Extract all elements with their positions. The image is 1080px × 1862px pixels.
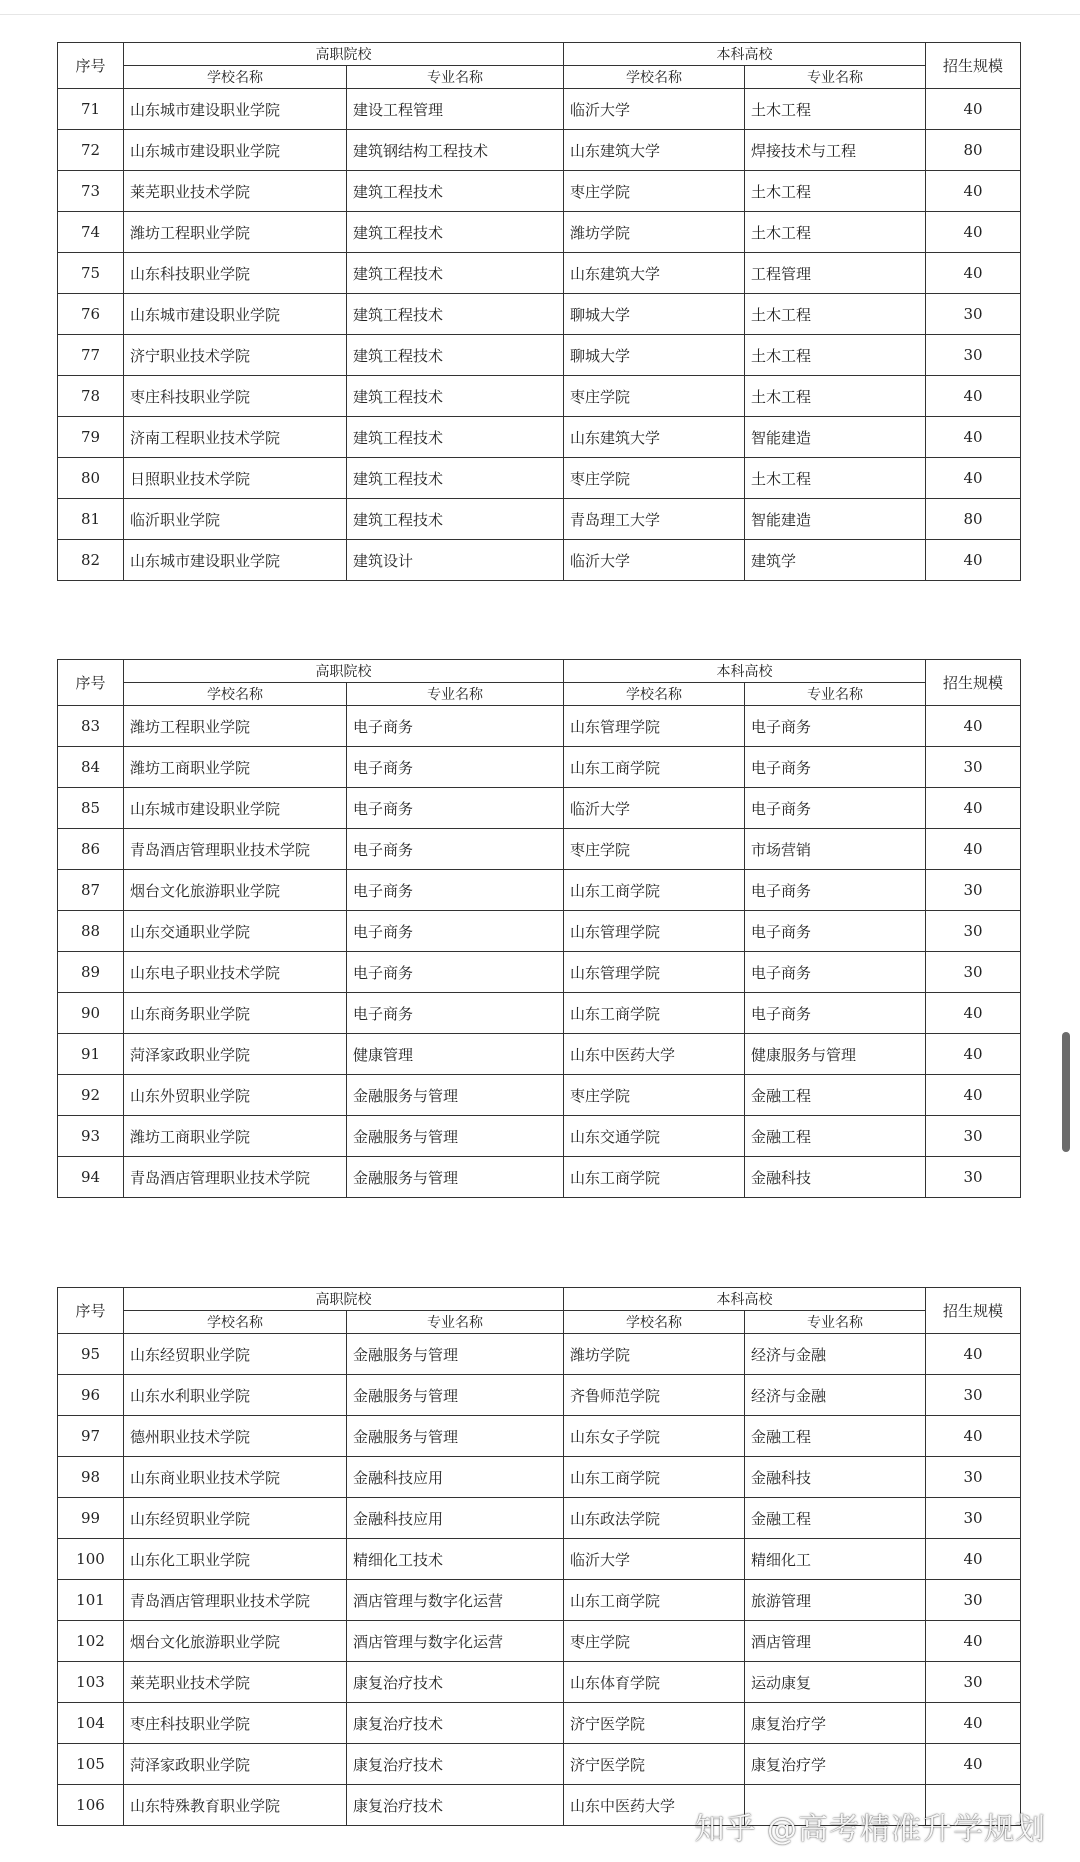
table-row bbox=[58, 706, 1021, 747]
header-ug-major: 专业名称 bbox=[745, 1311, 926, 1334]
cell-voc-major: 金融服务与管理 bbox=[347, 1375, 564, 1416]
table-row bbox=[58, 952, 1021, 993]
cell-seq: 104 bbox=[58, 1703, 124, 1744]
cell-seq: 96 bbox=[58, 1375, 124, 1416]
table-row bbox=[58, 417, 1021, 458]
cell-voc-major: 电子商务 bbox=[347, 870, 564, 911]
cell-seq: 76 bbox=[58, 294, 124, 335]
cell-voc-school: 烟台文化旅游职业学院 bbox=[124, 870, 347, 911]
cell-ug-school: 山东交通学院 bbox=[564, 1116, 745, 1157]
cell-seq: 95 bbox=[58, 1334, 124, 1375]
table-row bbox=[58, 1498, 1021, 1539]
cell-quota: 40 bbox=[926, 1539, 1021, 1580]
cell-ug-school: 山东体育学院 bbox=[564, 1662, 745, 1703]
table-row bbox=[58, 870, 1021, 911]
cell-seq: 102 bbox=[58, 1621, 124, 1662]
header-voc-school: 学校名称 bbox=[124, 1311, 347, 1334]
table-row bbox=[58, 1457, 1021, 1498]
cell-ug-major: 土木工程 bbox=[745, 171, 926, 212]
cell-voc-major: 建筑工程技术 bbox=[347, 458, 564, 499]
cell-ug-school: 枣庄学院 bbox=[564, 458, 745, 499]
cell-voc-school: 菏泽家政职业学院 bbox=[124, 1034, 347, 1075]
cell-ug-major: 工程管理 bbox=[745, 253, 926, 294]
cell-ug-major: 土木工程 bbox=[745, 212, 926, 253]
cell-voc-school: 山东特殊教育职业学院 bbox=[124, 1785, 347, 1826]
cell-quota: 30 bbox=[926, 911, 1021, 952]
watermark: 知乎 @高考精准升学规划 bbox=[694, 1812, 1046, 1847]
cell-seq: 86 bbox=[58, 829, 124, 870]
header-voc-school: 学校名称 bbox=[124, 66, 347, 89]
cell-ug-school: 山东建筑大学 bbox=[564, 253, 745, 294]
cell-ug-school: 济宁医学院 bbox=[564, 1744, 745, 1785]
cell-quota: 30 bbox=[926, 747, 1021, 788]
table-row bbox=[58, 376, 1021, 417]
cell-ug-major: 金融科技 bbox=[745, 1457, 926, 1498]
cell-seq: 93 bbox=[58, 1116, 124, 1157]
header-undergrad: 本科高校 bbox=[564, 660, 926, 683]
cell-voc-major: 酒店管理与数字化运营 bbox=[347, 1580, 564, 1621]
cell-voc-major: 金融服务与管理 bbox=[347, 1075, 564, 1116]
cell-seq: 77 bbox=[58, 335, 124, 376]
cell-ug-school: 山东工商学院 bbox=[564, 993, 745, 1034]
cell-ug-school: 山东管理学院 bbox=[564, 952, 745, 993]
cell-ug-school: 临沂大学 bbox=[564, 540, 745, 581]
header-seq: 序号 bbox=[58, 660, 124, 706]
table-row bbox=[58, 747, 1021, 788]
header-seq: 序号 bbox=[58, 1288, 124, 1334]
table-body-3 bbox=[58, 1334, 1021, 1826]
table-row bbox=[58, 1703, 1021, 1744]
cell-voc-school: 莱芜职业技术学院 bbox=[124, 1662, 347, 1703]
cell-seq: 103 bbox=[58, 1662, 124, 1703]
admission-table-3 bbox=[57, 1287, 1021, 1826]
header-ug-school: 学校名称 bbox=[564, 66, 745, 89]
cell-ug-major: 电子商务 bbox=[745, 706, 926, 747]
cell-seq: 81 bbox=[58, 499, 124, 540]
cell-voc-major: 康复治疗技术 bbox=[347, 1744, 564, 1785]
cell-seq: 94 bbox=[58, 1157, 124, 1198]
cell-voc-school: 山东城市建设职业学院 bbox=[124, 788, 347, 829]
cell-ug-major: 金融工程 bbox=[745, 1416, 926, 1457]
cell-ug-school: 齐鲁师范学院 bbox=[564, 1375, 745, 1416]
cell-seq: 89 bbox=[58, 952, 124, 993]
table-row bbox=[58, 1375, 1021, 1416]
table-row bbox=[58, 89, 1021, 130]
header-ug-school: 学校名称 bbox=[564, 683, 745, 706]
cell-quota: 40 bbox=[926, 993, 1021, 1034]
cell-voc-school: 潍坊工程职业学院 bbox=[124, 212, 347, 253]
cell-seq: 83 bbox=[58, 706, 124, 747]
table-row bbox=[58, 1416, 1021, 1457]
cell-quota: 80 bbox=[926, 130, 1021, 171]
table-row bbox=[58, 171, 1021, 212]
cell-ug-major: 土木工程 bbox=[745, 335, 926, 376]
cell-ug-school: 山东管理学院 bbox=[564, 706, 745, 747]
cell-voc-school: 枣庄科技职业学院 bbox=[124, 376, 347, 417]
table-row bbox=[58, 458, 1021, 499]
cell-voc-major: 电子商务 bbox=[347, 911, 564, 952]
table-row bbox=[58, 335, 1021, 376]
cell-ug-major: 经济与金融 bbox=[745, 1334, 926, 1375]
cell-seq: 91 bbox=[58, 1034, 124, 1075]
cell-quota: 40 bbox=[926, 417, 1021, 458]
cell-ug-major: 金融工程 bbox=[745, 1498, 926, 1539]
cell-seq: 99 bbox=[58, 1498, 124, 1539]
table-row bbox=[58, 1157, 1021, 1198]
header-ug-major: 专业名称 bbox=[745, 66, 926, 89]
cell-seq: 87 bbox=[58, 870, 124, 911]
cell-voc-major: 建设工程管理 bbox=[347, 89, 564, 130]
cell-ug-school: 山东工商学院 bbox=[564, 747, 745, 788]
cell-ug-school: 山东建筑大学 bbox=[564, 417, 745, 458]
cell-voc-major: 建筑钢结构工程技术 bbox=[347, 130, 564, 171]
cell-voc-school: 临沂职业学院 bbox=[124, 499, 347, 540]
header-vocational: 高职院校 bbox=[124, 660, 564, 683]
cell-ug-school: 青岛理工大学 bbox=[564, 499, 745, 540]
cell-ug-major: 金融科技 bbox=[745, 1157, 926, 1198]
cell-quota: 40 bbox=[926, 540, 1021, 581]
cell-quota: 40 bbox=[926, 1034, 1021, 1075]
table-row bbox=[58, 212, 1021, 253]
table-row bbox=[58, 1744, 1021, 1785]
cell-seq: 82 bbox=[58, 540, 124, 581]
cell-quota: 40 bbox=[926, 1703, 1021, 1744]
cell-ug-school: 临沂大学 bbox=[564, 1539, 745, 1580]
cell-ug-major: 土木工程 bbox=[745, 294, 926, 335]
cell-voc-school: 山东城市建设职业学院 bbox=[124, 130, 347, 171]
cell-quota: 30 bbox=[926, 1498, 1021, 1539]
cell-ug-major: 旅游管理 bbox=[745, 1580, 926, 1621]
header-quota: 招生规模 bbox=[926, 660, 1021, 706]
cell-quota: 40 bbox=[926, 1621, 1021, 1662]
table-row bbox=[58, 253, 1021, 294]
cell-voc-school: 莱芜职业技术学院 bbox=[124, 171, 347, 212]
cell-ug-school: 枣庄学院 bbox=[564, 829, 745, 870]
cell-voc-school: 山东交通职业学院 bbox=[124, 911, 347, 952]
cell-ug-major: 精细化工 bbox=[745, 1539, 926, 1580]
cell-ug-school: 山东女子学院 bbox=[564, 1416, 745, 1457]
cell-voc-school: 山东电子职业技术学院 bbox=[124, 952, 347, 993]
admission-table-1 bbox=[57, 42, 1021, 581]
cell-quota: 30 bbox=[926, 952, 1021, 993]
cell-voc-major: 酒店管理与数字化运营 bbox=[347, 1621, 564, 1662]
cell-seq: 79 bbox=[58, 417, 124, 458]
cell-seq: 101 bbox=[58, 1580, 124, 1621]
cell-ug-major: 康复治疗学 bbox=[745, 1703, 926, 1744]
cell-voc-school: 烟台文化旅游职业学院 bbox=[124, 1621, 347, 1662]
header-undergrad: 本科高校 bbox=[564, 1288, 926, 1311]
cell-voc-major: 康复治疗技术 bbox=[347, 1785, 564, 1826]
cell-quota: 40 bbox=[926, 171, 1021, 212]
cell-voc-school: 山东水利职业学院 bbox=[124, 1375, 347, 1416]
cell-seq: 73 bbox=[58, 171, 124, 212]
cell-quota: 30 bbox=[926, 1116, 1021, 1157]
table-row bbox=[58, 1334, 1021, 1375]
cell-voc-major: 建筑设计 bbox=[347, 540, 564, 581]
cell-voc-school: 山东商业职业技术学院 bbox=[124, 1457, 347, 1498]
cell-seq: 72 bbox=[58, 130, 124, 171]
cell-ug-school: 潍坊学院 bbox=[564, 1334, 745, 1375]
cell-seq: 100 bbox=[58, 1539, 124, 1580]
table-row bbox=[58, 499, 1021, 540]
cell-ug-major: 智能建造 bbox=[745, 417, 926, 458]
cell-voc-school: 德州职业技术学院 bbox=[124, 1416, 347, 1457]
cell-ug-school: 临沂大学 bbox=[564, 89, 745, 130]
cell-voc-school: 山东城市建设职业学院 bbox=[124, 294, 347, 335]
cell-voc-school: 菏泽家政职业学院 bbox=[124, 1744, 347, 1785]
cell-voc-major: 建筑工程技术 bbox=[347, 335, 564, 376]
cell-ug-major: 健康服务与管理 bbox=[745, 1034, 926, 1075]
header-voc-major: 专业名称 bbox=[347, 683, 564, 706]
cell-voc-major: 建筑工程技术 bbox=[347, 212, 564, 253]
table-row bbox=[58, 130, 1021, 171]
cell-ug-school: 济宁医学院 bbox=[564, 1703, 745, 1744]
header-voc-major: 专业名称 bbox=[347, 1311, 564, 1334]
cell-seq: 88 bbox=[58, 911, 124, 952]
table-row bbox=[58, 1621, 1021, 1662]
cell-voc-school: 济南工程职业技术学院 bbox=[124, 417, 347, 458]
cell-seq: 90 bbox=[58, 993, 124, 1034]
cell-voc-major: 建筑工程技术 bbox=[347, 376, 564, 417]
table-row bbox=[58, 1580, 1021, 1621]
cell-voc-school: 山东化工职业学院 bbox=[124, 1539, 347, 1580]
cell-ug-school: 枣庄学院 bbox=[564, 1075, 745, 1116]
cell-voc-school: 日照职业技术学院 bbox=[124, 458, 347, 499]
header-quota: 招生规模 bbox=[926, 43, 1021, 89]
cell-voc-school: 青岛酒店管理职业技术学院 bbox=[124, 829, 347, 870]
cell-quota: 40 bbox=[926, 1334, 1021, 1375]
cell-ug-school: 潍坊学院 bbox=[564, 212, 745, 253]
table-row bbox=[58, 788, 1021, 829]
cell-seq: 74 bbox=[58, 212, 124, 253]
table-row bbox=[58, 911, 1021, 952]
cell-quota: 40 bbox=[926, 1075, 1021, 1116]
header-seq: 序号 bbox=[58, 43, 124, 89]
header-undergrad: 本科高校 bbox=[564, 43, 926, 66]
cell-voc-major: 金融服务与管理 bbox=[347, 1157, 564, 1198]
cell-quota: 40 bbox=[926, 788, 1021, 829]
header-quota: 招生规模 bbox=[926, 1288, 1021, 1334]
cell-voc-major: 康复治疗技术 bbox=[347, 1662, 564, 1703]
cell-ug-major: 电子商务 bbox=[745, 788, 926, 829]
cell-voc-major: 健康管理 bbox=[347, 1034, 564, 1075]
cell-voc-school: 山东外贸职业学院 bbox=[124, 1075, 347, 1116]
cell-voc-major: 电子商务 bbox=[347, 747, 564, 788]
header-ug-major: 专业名称 bbox=[745, 683, 926, 706]
cell-quota: 40 bbox=[926, 376, 1021, 417]
cell-seq: 71 bbox=[58, 89, 124, 130]
cell-ug-school: 枣庄学院 bbox=[564, 1621, 745, 1662]
cell-quota: 30 bbox=[926, 1375, 1021, 1416]
cell-voc-major: 金融服务与管理 bbox=[347, 1116, 564, 1157]
cell-ug-school: 山东中医药大学 bbox=[564, 1785, 745, 1826]
cell-ug-major: 电子商务 bbox=[745, 870, 926, 911]
cell-ug-school: 山东建筑大学 bbox=[564, 130, 745, 171]
cell-seq: 78 bbox=[58, 376, 124, 417]
cell-ug-school: 枣庄学院 bbox=[564, 376, 745, 417]
cell-voc-major: 建筑工程技术 bbox=[347, 499, 564, 540]
cell-voc-school: 山东经贸职业学院 bbox=[124, 1334, 347, 1375]
cell-voc-school: 潍坊工商职业学院 bbox=[124, 747, 347, 788]
cell-quota: 40 bbox=[926, 829, 1021, 870]
cell-ug-major: 电子商务 bbox=[745, 952, 926, 993]
cell-seq: 98 bbox=[58, 1457, 124, 1498]
cell-voc-school: 山东城市建设职业学院 bbox=[124, 540, 347, 581]
cell-voc-major: 电子商务 bbox=[347, 706, 564, 747]
cell-voc-major: 电子商务 bbox=[347, 829, 564, 870]
cell-voc-school: 枣庄科技职业学院 bbox=[124, 1703, 347, 1744]
cell-quota: 40 bbox=[926, 1416, 1021, 1457]
cell-voc-school: 山东科技职业学院 bbox=[124, 253, 347, 294]
cell-ug-major: 电子商务 bbox=[745, 993, 926, 1034]
cell-voc-school: 潍坊工商职业学院 bbox=[124, 1116, 347, 1157]
cell-voc-major: 金融科技应用 bbox=[347, 1457, 564, 1498]
cell-voc-major: 建筑工程技术 bbox=[347, 171, 564, 212]
table-row bbox=[58, 1539, 1021, 1580]
header-ug-school: 学校名称 bbox=[564, 1311, 745, 1334]
cell-voc-major: 电子商务 bbox=[347, 952, 564, 993]
cell-seq: 105 bbox=[58, 1744, 124, 1785]
cell-quota: 30 bbox=[926, 294, 1021, 335]
cell-voc-major: 金融服务与管理 bbox=[347, 1334, 564, 1375]
cell-seq: 80 bbox=[58, 458, 124, 499]
cell-quota: 30 bbox=[926, 870, 1021, 911]
cell-ug-school: 山东管理学院 bbox=[564, 911, 745, 952]
header-vocational: 高职院校 bbox=[124, 1288, 564, 1311]
cell-quota: 40 bbox=[926, 1744, 1021, 1785]
cell-voc-major: 康复治疗技术 bbox=[347, 1703, 564, 1744]
cell-ug-school: 聊城大学 bbox=[564, 294, 745, 335]
cell-ug-major: 康复治疗学 bbox=[745, 1744, 926, 1785]
cell-quota: 40 bbox=[926, 253, 1021, 294]
table-row bbox=[58, 1034, 1021, 1075]
cell-ug-major: 土木工程 bbox=[745, 89, 926, 130]
cell-voc-major: 建筑工程技术 bbox=[347, 417, 564, 458]
cell-ug-school: 山东工商学院 bbox=[564, 870, 745, 911]
cell-quota: 40 bbox=[926, 89, 1021, 130]
cell-quota: 40 bbox=[926, 706, 1021, 747]
cell-ug-school: 山东工商学院 bbox=[564, 1157, 745, 1198]
cell-voc-major: 金融科技应用 bbox=[347, 1498, 564, 1539]
cell-ug-major: 经济与金融 bbox=[745, 1375, 926, 1416]
cell-voc-school: 潍坊工程职业学院 bbox=[124, 706, 347, 747]
table-row bbox=[58, 1662, 1021, 1703]
cell-quota: 40 bbox=[926, 458, 1021, 499]
cell-quota: 80 bbox=[926, 499, 1021, 540]
cell-seq: 97 bbox=[58, 1416, 124, 1457]
table-row bbox=[58, 1075, 1021, 1116]
cell-seq: 85 bbox=[58, 788, 124, 829]
cell-voc-major: 精细化工技术 bbox=[347, 1539, 564, 1580]
cell-ug-school: 临沂大学 bbox=[564, 788, 745, 829]
header-voc-school: 学校名称 bbox=[124, 683, 347, 706]
scrollbar-thumb[interactable] bbox=[1062, 1032, 1070, 1152]
admission-table-2 bbox=[57, 659, 1021, 1198]
cell-ug-school: 枣庄学院 bbox=[564, 171, 745, 212]
cell-ug-major: 焊接技术与工程 bbox=[745, 130, 926, 171]
cell-ug-major: 运动康复 bbox=[745, 1662, 926, 1703]
table-body-2 bbox=[58, 706, 1021, 1198]
table-row bbox=[58, 1116, 1021, 1157]
cell-ug-school: 山东工商学院 bbox=[564, 1580, 745, 1621]
table-row bbox=[58, 829, 1021, 870]
cell-ug-school: 聊城大学 bbox=[564, 335, 745, 376]
cell-ug-major: 建筑学 bbox=[745, 540, 926, 581]
cell-seq: 92 bbox=[58, 1075, 124, 1116]
table-row bbox=[58, 294, 1021, 335]
cell-ug-major: 金融工程 bbox=[745, 1075, 926, 1116]
cell-ug-school: 山东中医药大学 bbox=[564, 1034, 745, 1075]
cell-ug-major: 金融工程 bbox=[745, 1116, 926, 1157]
cell-voc-school: 青岛酒店管理职业技术学院 bbox=[124, 1157, 347, 1198]
cell-voc-school: 山东经贸职业学院 bbox=[124, 1498, 347, 1539]
cell-voc-major: 建筑工程技术 bbox=[347, 253, 564, 294]
cell-ug-major: 电子商务 bbox=[745, 747, 926, 788]
table-row bbox=[58, 540, 1021, 581]
cell-voc-school: 济宁职业技术学院 bbox=[124, 335, 347, 376]
cell-ug-major: 市场营销 bbox=[745, 829, 926, 870]
cell-ug-major: 酒店管理 bbox=[745, 1621, 926, 1662]
cell-voc-major: 金融服务与管理 bbox=[347, 1416, 564, 1457]
cell-ug-major: 智能建造 bbox=[745, 499, 926, 540]
cell-voc-major: 建筑工程技术 bbox=[347, 294, 564, 335]
table-row bbox=[58, 993, 1021, 1034]
cell-quota: 30 bbox=[926, 335, 1021, 376]
cell-voc-school: 山东城市建设职业学院 bbox=[124, 89, 347, 130]
header-voc-major: 专业名称 bbox=[347, 66, 564, 89]
cell-quota: 30 bbox=[926, 1662, 1021, 1703]
cell-ug-major: 土木工程 bbox=[745, 376, 926, 417]
cell-ug-major: 电子商务 bbox=[745, 911, 926, 952]
cell-quota: 30 bbox=[926, 1580, 1021, 1621]
cell-voc-major: 电子商务 bbox=[347, 788, 564, 829]
cell-ug-major: 土木工程 bbox=[745, 458, 926, 499]
cell-seq: 75 bbox=[58, 253, 124, 294]
cell-voc-school: 山东商务职业学院 bbox=[124, 993, 347, 1034]
cell-quota: 40 bbox=[926, 212, 1021, 253]
cell-ug-school: 山东政法学院 bbox=[564, 1498, 745, 1539]
cell-seq: 84 bbox=[58, 747, 124, 788]
cell-voc-major: 电子商务 bbox=[347, 993, 564, 1034]
cell-quota: 30 bbox=[926, 1157, 1021, 1198]
header-vocational: 高职院校 bbox=[124, 43, 564, 66]
table-body-1 bbox=[58, 89, 1021, 581]
cell-voc-school: 青岛酒店管理职业技术学院 bbox=[124, 1580, 347, 1621]
cell-quota: 30 bbox=[926, 1457, 1021, 1498]
cell-ug-school: 山东工商学院 bbox=[564, 1457, 745, 1498]
top-divider bbox=[0, 14, 1080, 15]
cell-seq: 106 bbox=[58, 1785, 124, 1826]
